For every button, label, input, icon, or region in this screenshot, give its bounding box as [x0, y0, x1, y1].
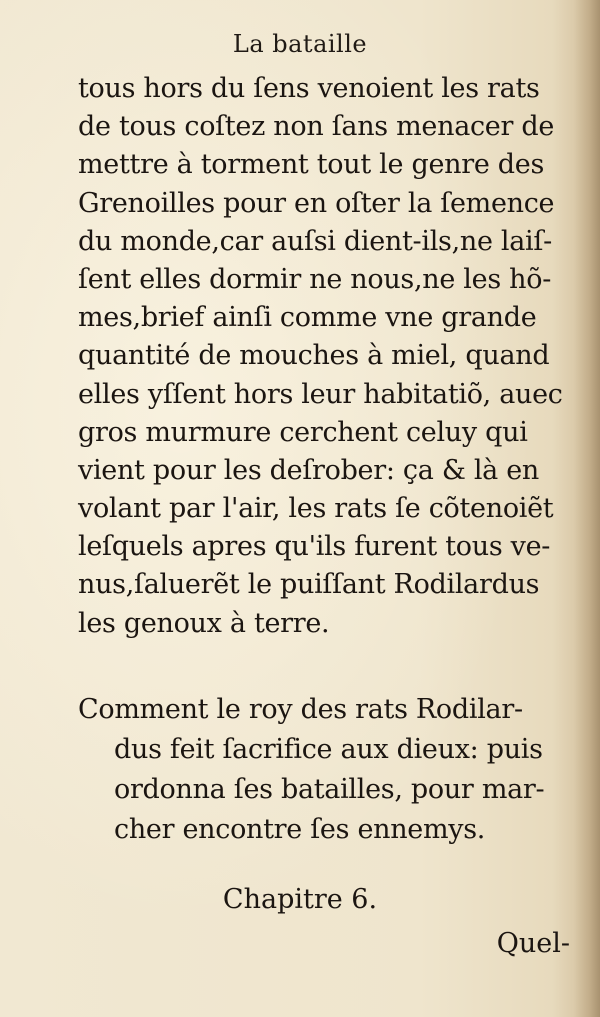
text-line: vient pour les deſrober: ça & là en	[78, 454, 540, 486]
running-head: La bataille	[232, 30, 368, 58]
chapter-summary	[78, 690, 588, 850]
text-line: de tous coſtez non ſans menacer de	[78, 111, 555, 143]
text-line: ſent elles dormir ne nous,ne les hõ-	[78, 263, 552, 295]
summary-line: ordonna ſes batailles, pour mar-	[114, 774, 545, 805]
summary-line: Comment le roy des rats Rodilar-	[78, 694, 523, 725]
text-line: elles yſſent hors leur habitatiõ, auec	[78, 378, 563, 410]
text-line: tous hors du ſens venoient les rats	[78, 73, 540, 104]
text-line: gros murmure cerchent celuy qui	[78, 416, 528, 448]
text-line: Grenoilles pour en oſter la ſemence	[78, 187, 555, 219]
catchword: Quel-	[496, 928, 570, 959]
text-line: les genoux à terre.	[78, 607, 330, 639]
text-line: nus,ſaluerẽt le puiſſant Rodilardus	[78, 569, 540, 601]
text-line: du monde,car auſsi dient-ils,ne laiſ-	[78, 225, 552, 257]
paragraph	[78, 70, 588, 643]
text-line: mes,brief ainſi comme vne grande	[78, 302, 537, 334]
text-line: leſquels apres qu'ils furent tous ve-	[78, 531, 551, 563]
text-line: volant par l'air, les rats ſe cõtenoiẽt	[78, 493, 554, 525]
chapter-label: Chapitre 6.	[222, 884, 378, 915]
text-line: mettre à torment tout le genre des	[78, 149, 545, 181]
summary-line: cher encontre ſes ennemys.	[114, 814, 486, 845]
text-line: quantité de mouches à miel, quand	[78, 340, 550, 372]
summary-line: dus feit ſacrifice aux dieux: puis	[114, 734, 543, 765]
